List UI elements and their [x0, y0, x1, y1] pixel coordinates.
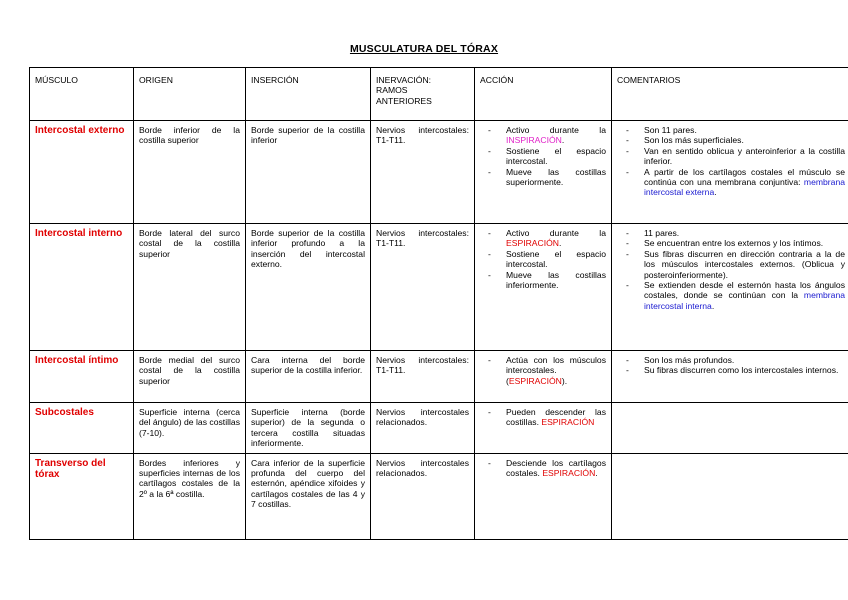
action-list	[480, 407, 606, 428]
item-text: Actúa con los músculos intercostales.(	[506, 355, 606, 386]
action-item	[488, 270, 606, 291]
item-highlight: membrana intercostal externa	[644, 177, 845, 198]
comments-list	[617, 355, 845, 376]
table-row	[30, 224, 848, 351]
muscle-name: Intercostal interno	[30, 224, 134, 351]
action-item	[488, 249, 606, 270]
action-list	[480, 355, 606, 386]
item-highlight: ESPIRACIÓN	[508, 375, 562, 386]
innervation-cell: Nervios intercostales: T1-T11.	[371, 121, 475, 224]
item-highlight: ESPIRACIÓN	[506, 238, 560, 249]
muscle-name: Intercostal íntimo	[30, 351, 134, 403]
muscle-name: Subcostales	[30, 403, 134, 454]
header-accion: ACCIÓN	[475, 68, 612, 121]
comment-item	[626, 238, 845, 248]
item-text: Sostiene el espacio intercostal.	[506, 145, 606, 167]
header-inervacion-line2: RAMOS	[376, 85, 408, 96]
header-inervacion	[371, 68, 475, 121]
action-item	[488, 146, 606, 167]
insertion-cell: Borde superior de la costilla inferior profundo a la inserción del intercostal externo.	[246, 224, 371, 351]
item-text-end: .	[711, 300, 715, 311]
action-item	[488, 355, 606, 386]
muscle-table	[29, 67, 848, 540]
header-inervacion-line3: ANTERIORES	[376, 95, 432, 106]
comments-list	[617, 228, 845, 311]
action-item	[488, 167, 606, 188]
comment-item	[626, 280, 845, 311]
comments-cell	[612, 224, 848, 351]
item-text-end: .	[559, 238, 562, 249]
comments-cell	[612, 453, 848, 539]
action-cell	[475, 121, 612, 224]
item-text-end: .	[561, 135, 565, 146]
table-row	[30, 403, 848, 454]
header-comentarios: COMENTARIOS	[612, 68, 848, 121]
origin-cell: Bordes inferiores y superficies internas de los cartílagos costales de la 2º a la 6ª costilla.	[134, 453, 246, 539]
action-cell	[475, 351, 612, 403]
item-highlight: ESPIRACIÓN	[542, 468, 596, 479]
item-text: Pueden descender las costillas.	[506, 407, 606, 428]
document-title: MUSCULATURA DEL TÓRAX	[349, 43, 499, 55]
table-row	[30, 453, 848, 539]
action-cell	[475, 403, 612, 454]
item-highlight: membrana intercostal interna	[644, 290, 845, 311]
insertion-cell: Cara inferior de la superficie profunda del cuerpo del esternón, apéndice xifoides y cartílagos costales de las 4 y 7 costillas.	[246, 453, 371, 539]
comments-list	[617, 125, 845, 198]
item-text: Sus fibras discurren en dirección contraria a la de los músculos intercostales externos. (Oblicua y posteroinferiormente).	[644, 248, 845, 280]
innervation-cell: Nervios intercostales relacionados.	[371, 453, 475, 539]
action-list	[480, 125, 606, 187]
action-cell	[475, 453, 612, 539]
innervation-cell: Nervios intercostales: T1-T11.	[371, 351, 475, 403]
innervation-cell: Nervios intercostales relacionados.	[371, 403, 475, 454]
action-item	[488, 228, 606, 249]
header-insercion: INSERCIÓN	[246, 68, 371, 121]
insertion-cell: Superficie interna (borde superior) de la segunda o tercera costilla situadas inferiormente.	[246, 403, 371, 454]
item-text: Desciende los cartílagos costales.	[506, 457, 606, 479]
insertion-cell: Borde superior de la costilla inferior	[246, 121, 371, 224]
innervation-cell: Nervios intercostales: T1-T11.	[371, 224, 475, 351]
action-item	[488, 407, 606, 428]
item-text: Son 11 pares.	[644, 125, 697, 135]
header-musculo: MÚSCULO	[30, 68, 134, 121]
item-text: Se encuentran entre los externos y los íntimos.	[644, 238, 824, 249]
item-text: Activo durante la	[506, 125, 606, 135]
comment-item	[626, 355, 845, 365]
item-text: Mueve las costillas superiormente.	[506, 166, 606, 188]
item-text: Mueve las costillas inferiormente.	[506, 269, 606, 291]
item-text: Se extienden desde el esternón hasta los ángulos costales, donde se continúan con la	[644, 280, 845, 301]
comment-item	[626, 228, 845, 238]
comment-item	[626, 146, 845, 167]
insertion-cell: Cara interna del borde superior de la costilla inferior.	[246, 351, 371, 403]
origin-cell: Borde lateral del surco costal de la costilla superior	[134, 224, 246, 351]
origin-cell: Borde inferior de la costilla superior	[134, 121, 246, 224]
action-list	[480, 458, 606, 479]
item-text: A partir de los cartílagos costales el músculo se continúa con una membrana conjuntiva:	[644, 166, 845, 188]
item-text-end: ).	[561, 375, 568, 386]
table-row	[30, 121, 848, 224]
header-origen: ORIGEN	[134, 68, 246, 121]
comment-item	[626, 167, 845, 198]
comment-item	[626, 249, 845, 280]
table-body	[30, 121, 848, 540]
item-text-end: .	[714, 187, 717, 198]
item-text: Activo durante la	[506, 228, 606, 238]
muscle-name: Intercostal externo	[30, 121, 134, 224]
muscle-name: Transverso del tórax	[30, 453, 134, 539]
action-item	[488, 125, 606, 146]
action-list	[480, 228, 606, 290]
item-text: Son los más superficiales.	[644, 135, 744, 146]
item-text: Son los más profundos.	[644, 355, 735, 365]
header-inervacion-line1: INERVACIÓN:	[376, 75, 432, 85]
comment-item	[626, 365, 845, 375]
comments-cell	[612, 121, 848, 224]
item-highlight: INSPIRACIÓN	[506, 135, 562, 146]
origin-cell: Superficie interna (cerca del ángulo) de las costillas (7-10).	[134, 403, 246, 454]
item-highlight: ESPIRACIÓN	[541, 417, 595, 428]
table-row	[30, 351, 848, 403]
item-text: Sostiene el espacio intercostal.	[506, 248, 606, 270]
item-text-end: .	[595, 468, 598, 479]
origin-cell: Borde medial del surco costal de la costilla superior	[134, 351, 246, 403]
header-row	[30, 68, 848, 121]
action-cell	[475, 224, 612, 351]
item-text: 11 pares.	[644, 228, 680, 238]
action-item	[488, 458, 606, 479]
comment-item	[626, 125, 845, 135]
item-text: Van en sentido oblicua y anteroinferior a la costilla inferior.	[644, 145, 845, 167]
item-text: Su fibras discurren como los intercostales internos.	[644, 365, 839, 376]
comments-cell	[612, 351, 848, 403]
comment-item	[626, 135, 845, 145]
comments-cell	[612, 403, 848, 454]
